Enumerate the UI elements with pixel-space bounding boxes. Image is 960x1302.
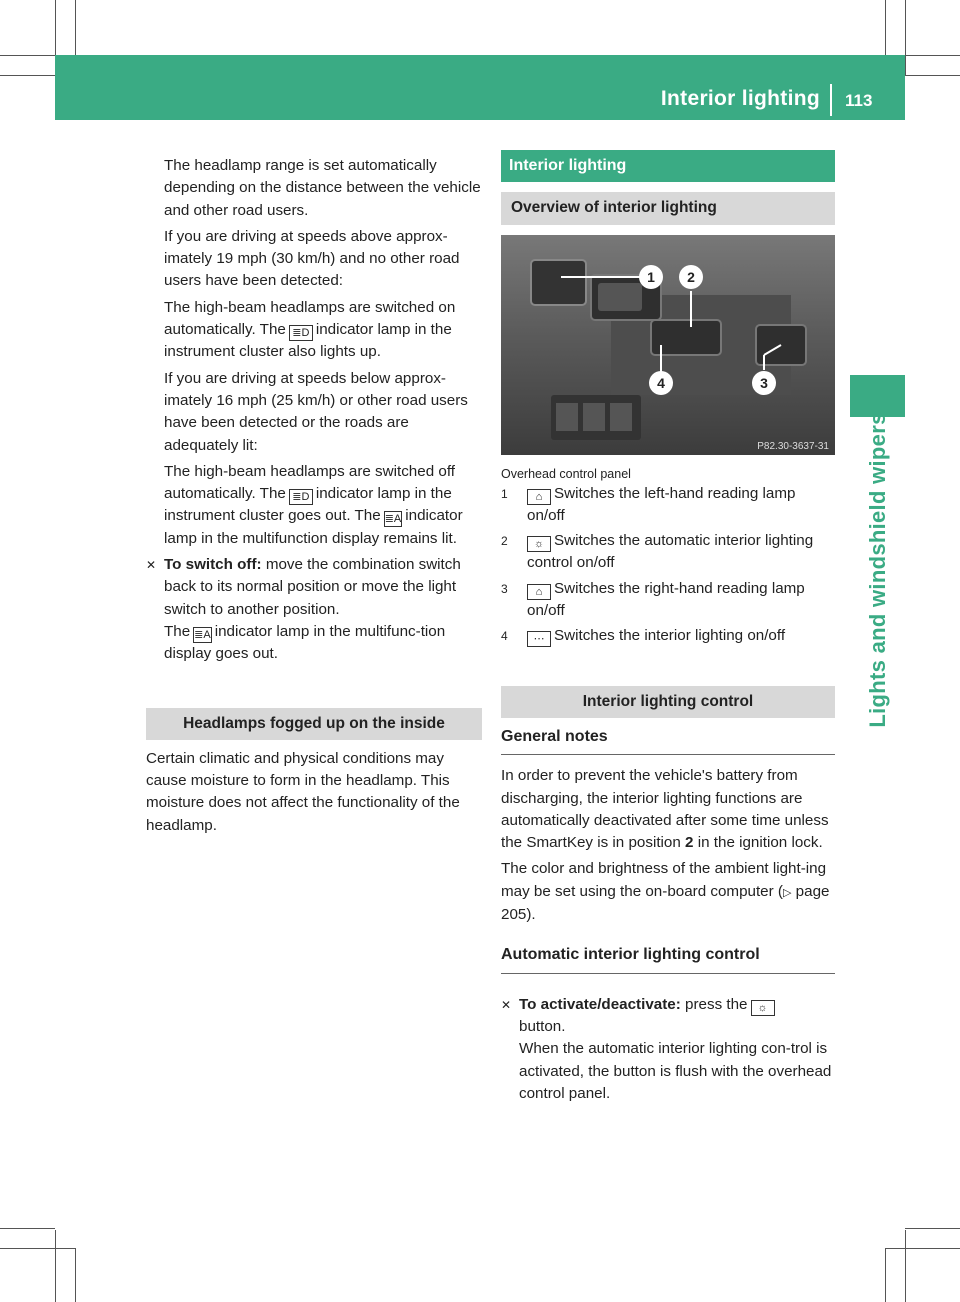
callout-2: 2 <box>687 268 695 285</box>
paragraph: If you are driving at speeds above approx-imately 19 mph (30 km/h) and no other road users have been detected: <box>164 227 460 290</box>
overhead-panel-illustration <box>501 235 835 455</box>
text: button. <box>519 1017 566 1035</box>
callout-3: 3 <box>760 374 768 391</box>
crop-mark <box>0 1248 75 1249</box>
text: The color and brightness of the ambient light-ing may be set using the on-board computer <box>501 860 827 900</box>
text: indicator lamp in the multifunc-tion display goes out. <box>164 622 446 663</box>
paragraph: The headlamp range is set automatically depending on the distance between the vehicle and other road users. <box>164 157 481 219</box>
arrow-icon: ✕ <box>146 558 157 573</box>
photo-caption: Overhead control panel <box>501 466 631 481</box>
text: The high-beam headlamps are switched off automatically. The <box>164 462 455 503</box>
item-number: 2 <box>501 534 508 549</box>
text: In order to prevent the vehicle's battery from discharging, the interior lighting functions are automatically deactivated after some time unless the SmartKey is in position <box>501 767 829 852</box>
item-text: Switches the left-hand reading lamp on/off <box>527 484 796 524</box>
key-position: 2 <box>685 834 694 852</box>
text: press the <box>685 995 748 1013</box>
crop-mark <box>905 75 960 76</box>
step-label: To switch off: <box>164 556 262 574</box>
callout-1: 1 <box>647 268 655 285</box>
page-reference[interactable]: page 205). <box>501 882 830 924</box>
item-number: 4 <box>501 629 508 644</box>
instruction-step <box>146 554 482 665</box>
text: The <box>164 622 191 640</box>
crop-mark <box>75 0 76 55</box>
list-item <box>501 578 835 623</box>
auto-lighting-icon: ☼ <box>751 1000 775 1016</box>
crop-mark <box>75 1248 76 1302</box>
crop-mark <box>885 0 886 55</box>
list-item <box>501 530 835 575</box>
text: indicator lamp in the instrument cluster also lights up. <box>164 321 452 361</box>
instruction-step <box>501 994 835 1105</box>
paragraph: The color and brightness of the ambient light-ing may be set using the on-board computer (▷ page 205). <box>501 860 830 924</box>
step-label: To activate/deactivate: <box>519 995 681 1013</box>
callout-4: 4 <box>657 374 665 391</box>
item-number: 3 <box>501 581 508 596</box>
section-title: Interior lighting <box>501 150 835 182</box>
paragraph <box>164 297 482 364</box>
paragraph <box>501 765 835 854</box>
item-number: 1 <box>501 486 508 501</box>
subsection-heading: General notes <box>501 726 835 755</box>
item-text: Switches the automatic interior lighting control on/off <box>527 532 814 572</box>
paragraph: If you are driving at speeds below approx-imately 16 mph (25 km/h) or other road users have been detected or the roads are adequately lit: <box>164 369 468 454</box>
text: When the automatic interior lighting con-trol is activated, the button is flush with the overhead control panel. <box>519 1040 832 1102</box>
section-heading: Overview of interior lighting <box>501 192 835 224</box>
high-beam-icon: ≣D <box>289 325 313 341</box>
crop-mark <box>885 1248 960 1249</box>
high-beam-icon: ≣D <box>289 489 313 505</box>
section-heading: Headlamps fogged up on the inside <box>146 708 482 740</box>
header-divider <box>830 84 832 116</box>
chapter-label: Lights and windshield wipers <box>865 412 890 728</box>
left-column <box>146 155 482 837</box>
paragraph: Certain climatic and physical conditions may cause moisture to form in the headlamp. This moisture does not affect the functionality of the headlamp. <box>146 749 460 834</box>
crop-mark <box>905 1230 906 1302</box>
reading-lamp-icon: ⌂ <box>527 584 551 600</box>
list-item <box>501 625 835 647</box>
page-number: 113 <box>845 91 873 110</box>
text: indicator lamp in the instrument cluster goes out. The <box>164 485 452 525</box>
auto-lighting-icon: ☼ <box>527 536 551 552</box>
list-item <box>501 483 835 528</box>
text: move the combination switch back to its normal position or move the light switch to another position. <box>164 556 461 618</box>
reading-lamp-icon: ⌂ <box>527 489 551 505</box>
interior-light-icon: ⋯ <box>527 631 551 647</box>
item-text: Switches the interior lighting on/off <box>554 627 786 645</box>
crop-mark <box>0 1228 55 1229</box>
item-text: Switches the right-hand reading lamp on/off <box>527 579 805 620</box>
adaptive-high-beam-icon: ≣A <box>384 513 402 526</box>
page-ref-icon: ▷ <box>782 886 792 899</box>
crop-mark <box>905 0 906 75</box>
overhead-panel-photo <box>501 235 835 455</box>
arrow-icon: ✕ <box>501 997 512 1012</box>
chapter-tab <box>850 375 905 417</box>
text: indicator lamp in the multifunction display remains lit. <box>164 507 463 547</box>
photo-code: P82.30-3637-31 <box>757 440 829 452</box>
right-column <box>501 150 835 1105</box>
text: The high-beam headlamps are switched on automatically. The <box>164 298 456 339</box>
paragraph <box>164 461 482 550</box>
adaptive-high-beam-icon: ≣A <box>194 628 211 641</box>
subsection-heading: Automatic interior lighting control <box>501 944 835 973</box>
section-heading: Interior lighting control <box>501 686 835 718</box>
crop-mark <box>55 1230 56 1302</box>
crop-mark <box>905 1228 960 1229</box>
crop-mark <box>885 1248 886 1302</box>
crop-mark <box>0 75 55 76</box>
page-title: Interior lighting <box>660 87 820 110</box>
text: in the ignition lock. <box>697 834 823 852</box>
